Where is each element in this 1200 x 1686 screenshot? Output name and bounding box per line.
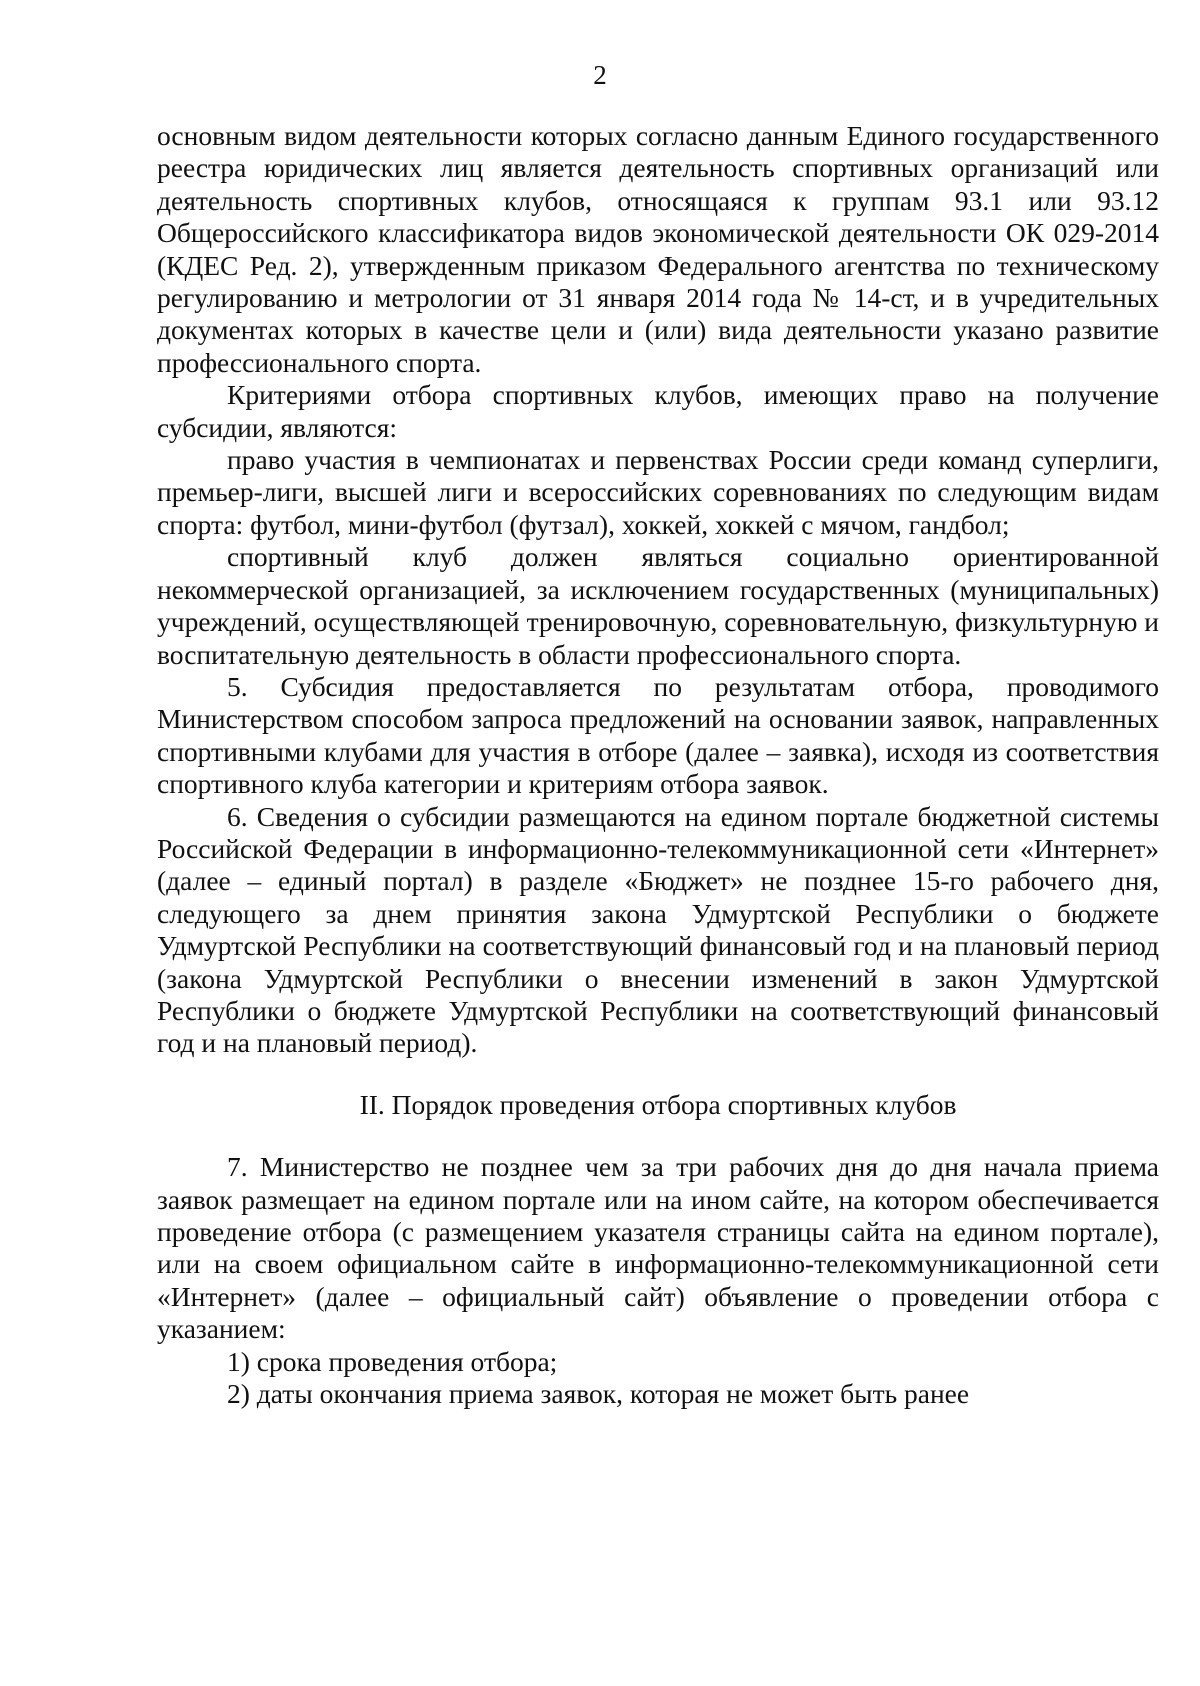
paragraph-item-7: 7. Министерство не позднее чем за три рабочих дня до дня начала приема заявок размещает на едином портале или на ином сайте, на котором обеспечивается проведение отбора (с размещением указателя страницы сайта на едином портале), или на своем официальном сайте в информационно-телекоммуникационной сети «Интернет» (далее – официальный сайт) объявление о проведении отбора с указанием: (157, 1151, 1159, 1345)
paragraph-item-6: 6. Сведения о субсидии размещаются на едином портале бюджетной системы Российской Федерации в информационно-телекоммуникационной сети «Интернет» (далее – единый портал) в разделе «Бюджет» не позднее 15-го рабочего дня, следующего за днем принятия закона Удмуртской Республики о бюджете Удмуртской Республики на соответствующий финансовый год и на плановый период (закона Удмуртской Республики о внесении изменений в закон Удмуртской Республики о бюджете Удмуртской Республики на соответствующий финансовый год и на плановый период). (157, 800, 1159, 1059)
paragraph-selection-criteria: Критериями отбора спортивных клубов, имеющих право на получение субсидии, являются: (157, 379, 1159, 443)
paragraph-criterion-participation: право участия в чемпионатах и первенствах России среди команд суперлиги, премьер-лиги, высшей лиги и всероссийских соревнованиях по следующим видам спорта: футбол, мини-футбол (футзал), хоккей, хоккей с мячом, гандбол; (157, 444, 1159, 540)
paragraph-criterion-nonprofit: спортивный клуб должен являться социально ориентированной некоммерческой организацией, за исключением государственных (муниципальных) учреждений, осуществляющей тренировочную, соревновательную, физкультурную и воспитательную деятельность в области профессионального спорта. (157, 541, 1159, 670)
list-item-2: 2) даты окончания приема заявок, которая не может быть ранее (227, 1378, 970, 1410)
section-heading: II. Порядок проведения отбора спортивных клубов (359, 1088, 957, 1120)
paragraph-main-activity: основным видом деятельности которых согласно данным Единого государственного реестра юридических лиц является деятельность спортивных организаций или деятельность спортивных клубов, относящаяся к группам 93.1 или 93.12 Общероссийского классификатора видов экономической деятельности ОК 029-2014 (КДЕС Ред. 2), утвержденным приказом Федерального агентства по техническому регулированию и метрологии от 31 января 2014 года № 14-ст, и в учредительных документах которых в качестве цели и (или) вида деятельности указано развитие профессионального спорта. (157, 120, 1159, 378)
document-body (157, 120, 1159, 1410)
list-item-1: 1) срока проведения отбора; (227, 1345, 558, 1377)
page-number: 2 (593, 60, 607, 90)
paragraph-item-5: 5. Субсидия предоставляется по результатам отбора, проводимого Министерством способом запроса предложений на основании заявок, направленных спортивными клубами для участия в отборе (далее – заявка), исходя из соответствия спортивного клуба категории и критериям отбора заявок. (157, 670, 1159, 800)
